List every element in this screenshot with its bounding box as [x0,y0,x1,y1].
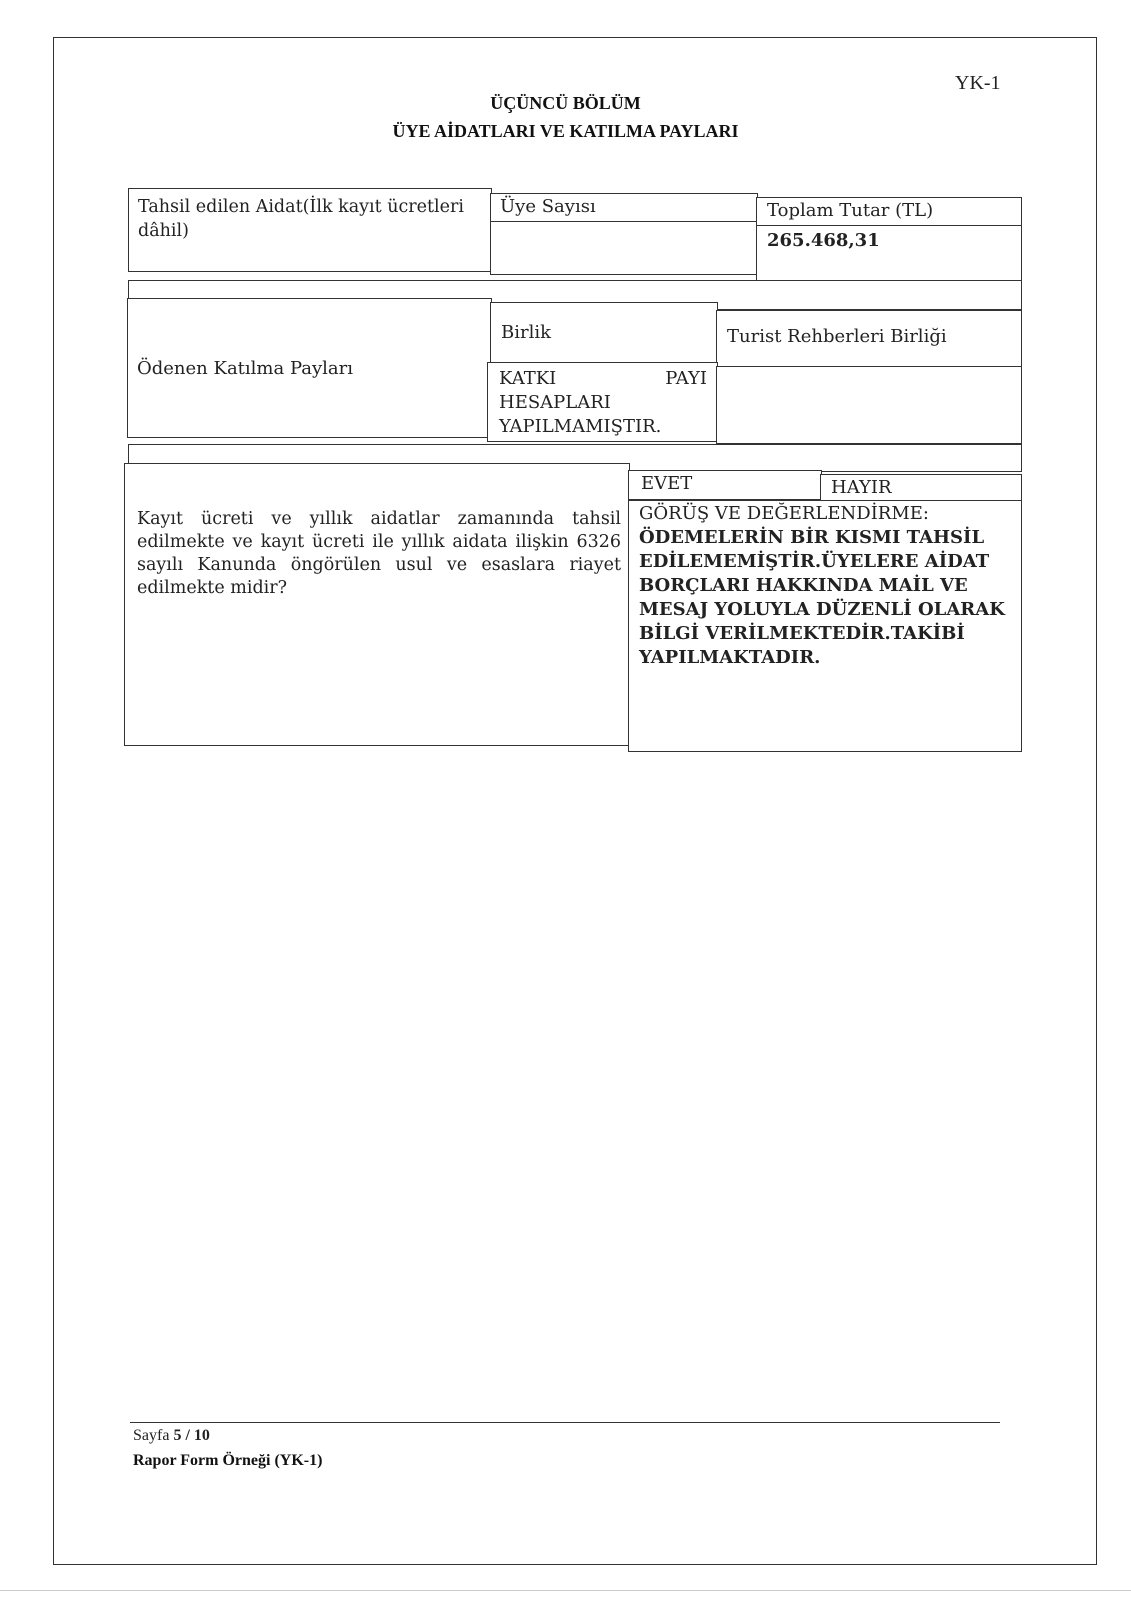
section-heading: ÜÇÜNCÜ BÖLÜM [490,93,641,113]
union-value: Turist Rehberleri Birliği [727,326,947,347]
member-count-header-cell [490,193,758,223]
katilma-label: Ödenen Katılma Payları [137,358,353,379]
opinion-label: GÖRÜŞ VE DEĞERLENDİRME: [639,503,929,524]
page-number [133,1427,210,1445]
member-count-header: Üye Sayısı [500,196,596,217]
katilma-label-cell [127,298,492,438]
aidat-label-cell [128,188,492,272]
union-header-cell [490,302,718,364]
form-name: Rapor Form Örneği (YK-1) [133,1452,323,1469]
contribution-word-yapilmamistir: YAPILMAMIŞTIR. [499,416,662,437]
aidat-label: Tahsil edilen Aidat(İlk kayıt ücretleri dâhil) [138,197,464,241]
page-separator: / [185,1427,190,1444]
total-header-cell [756,197,1022,227]
contribution-value-cell [716,366,1022,444]
yes-label: EVET [641,473,693,494]
page-title: ÜYE AİDATLARI VE KATILMA PAYLARI [392,121,739,141]
opinion-cell [628,500,1022,752]
contribution-word-payi: PAYI [665,368,707,389]
page-prefix: Sayfa [133,1427,170,1444]
union-value-cell [716,310,1022,368]
contribution-word-katki: KATKI [499,368,557,389]
scan-edge [0,1590,1131,1591]
yes-cell [628,470,822,500]
page-current: 5 [173,1427,182,1444]
total-header: Toplam Tutar (TL) [767,200,934,221]
question-cell [124,463,630,746]
total-value: 265.468,31 [767,230,880,251]
form-code: YK-1 [955,72,1001,94]
no-cell [820,474,1022,502]
question-text: Kayıt ücreti ve yıllık aidatlar zamanında tahsil edilmekte ve kayıt ücreti ile yıllık aidata ilişkin 6326 sayılı Kanunda öngörülen usul ve esaslara riayet edilmekte midir? [137,509,621,598]
footer-divider [130,1422,1000,1423]
page-total: 10 [193,1427,210,1444]
member-count-value-cell [490,221,758,275]
opinion-text: ÖDEMELERİN BİR KISMI TAHSİL EDİLEMEMİŞTİR.ÜYELERE AİDAT BORÇLARI HAKKINDA MAİL VE MESAJ YOLUYLA DÜZENLİ OLARAK BİLGİ VERİLMEKTEDİR.TAKİBİ YAPILMAKTADIR. [639,527,1005,668]
total-value-cell [756,225,1022,281]
union-header: Birlik [501,322,552,343]
contribution-word-hesaplari: HESAPLARI [499,392,611,413]
no-label: HAYIR [831,477,892,498]
contribution-cell [487,362,718,442]
